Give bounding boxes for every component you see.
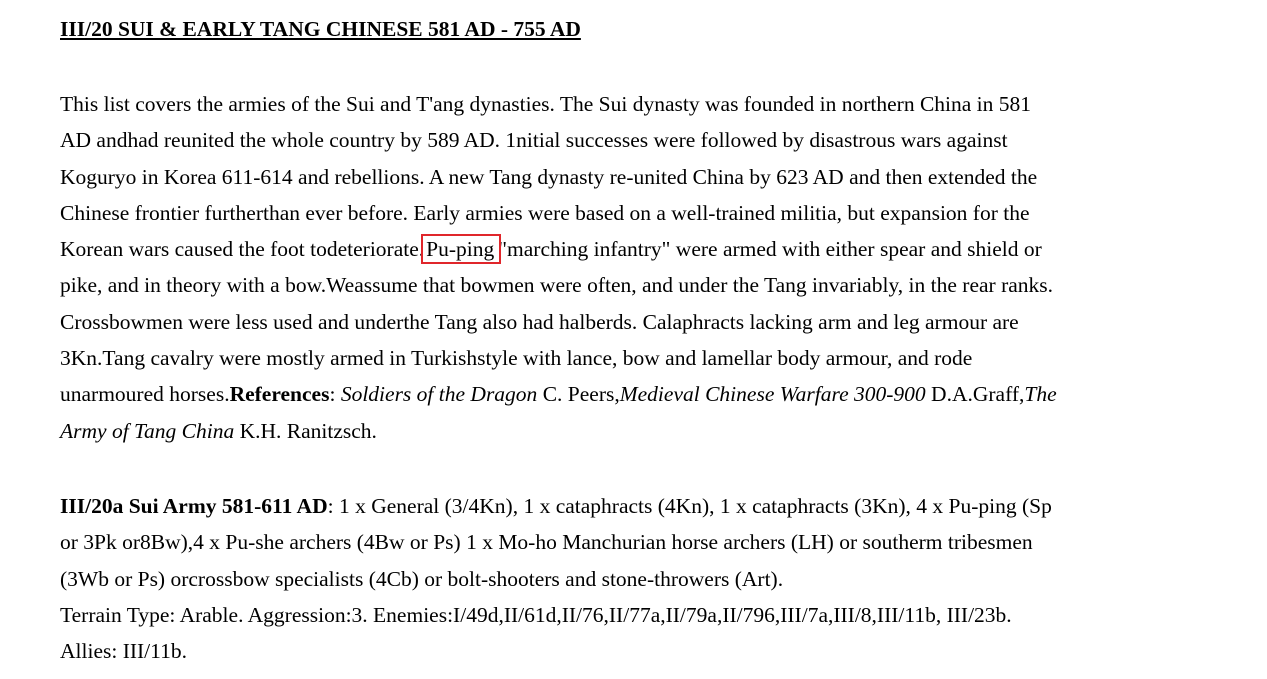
army-line-3: (3Wb or Ps) orcrossbow specialists (4Cb) or bolt-shooters and stone-throwers (Art). bbox=[60, 566, 784, 591]
reference-book-3-part-a: The bbox=[1024, 382, 1057, 407]
army-heading: III/20a Sui Army 581-611 AD bbox=[60, 494, 328, 518]
intro-line-7: Crossbowmen were less used and underthe Tang also had halberds. Calaphracts lacking arm and leg armour are bbox=[60, 309, 1019, 334]
reference-book-2: Medieval Chinese Warfare 300-900 bbox=[619, 382, 926, 407]
intro-line-6: pike, and in theory with a bow.Weassume that bowmen were often, and under the Tang invariably, in the rear ranks. bbox=[60, 273, 1054, 298]
intro-line-4: Chinese frontier furtherthan ever before. Early armies were based on a well-trained militia, but expansion for the bbox=[60, 200, 1030, 225]
references-colon: : bbox=[329, 382, 341, 407]
reference-book-1: Soldiers of the Dragon bbox=[340, 382, 538, 407]
army-line-2: or 3Pk or8Bw),4 x Pu-she archers (4Bw or Ps) 1 x Mo-ho Manchurian horse archers (LH) or southerm tribesmen bbox=[60, 530, 1033, 555]
intro-line-5-text-b: "marching infantry" were armed with either spear and shield or bbox=[498, 237, 1042, 262]
reference-book-3-part-b: Army of Tang China bbox=[60, 418, 235, 443]
reference-author-1: C. Peers, bbox=[537, 382, 620, 407]
intro-line-8: 3Kn.Tang cavalry were mostly armed in Turkishstyle with lance, bow and lamellar body armour, and rode bbox=[60, 346, 973, 371]
army-terrain-line: Terrain Type: Arable. Aggression:3. Enemies:I/49d,II/61d,II/76,II/77a,II/79a,II/796,III/7a,III/8,III/11b, III/23b. bbox=[60, 602, 1012, 627]
army-allies-line: Allies: III/11b. bbox=[60, 639, 187, 664]
army-list-paragraph bbox=[60, 488, 1250, 669]
intro-paragraph bbox=[60, 86, 1250, 449]
references-label: References bbox=[229, 382, 330, 407]
highlighted-term-pu-ping[interactable]: Pu-ping bbox=[424, 237, 498, 261]
intro-line-5-text-a: Korean wars caused the foot todeteriorate. bbox=[60, 237, 425, 262]
army-line-1-text: : 1 x General (3/4Kn), 1 x cataphracts (4Kn), 1 x cataphracts (3Kn), 4 x Pu-ping (Sp bbox=[327, 494, 1052, 518]
intro-line-9-text-a: unarmoured horses. bbox=[60, 382, 230, 407]
reference-author-3: K.H. Ranitzsch. bbox=[234, 418, 377, 443]
army-line-1 bbox=[60, 488, 1250, 524]
intro-line-5 bbox=[60, 231, 1250, 267]
document-title: III/20 SUI & EARLY TANG CHINESE 581 AD - 755 AD bbox=[60, 17, 581, 41]
intro-line-2: AD andhad reunited the whole country by 589 AD. 1nitial successes were followed by disastrous wars against bbox=[60, 128, 1008, 153]
intro-line-9 bbox=[60, 376, 1250, 412]
intro-line-10 bbox=[60, 413, 1250, 449]
intro-line-3: Koguryo in Korea 611-614 and rebellions. A new Tang dynasty re-united China by 623 AD and then extended the bbox=[60, 164, 1038, 189]
reference-author-2: D.A.Graff, bbox=[925, 382, 1025, 407]
intro-line-1: This list covers the armies of the Sui and T'ang dynasties. The Sui dynasty was founded in northern China in 581 bbox=[60, 92, 1032, 116]
